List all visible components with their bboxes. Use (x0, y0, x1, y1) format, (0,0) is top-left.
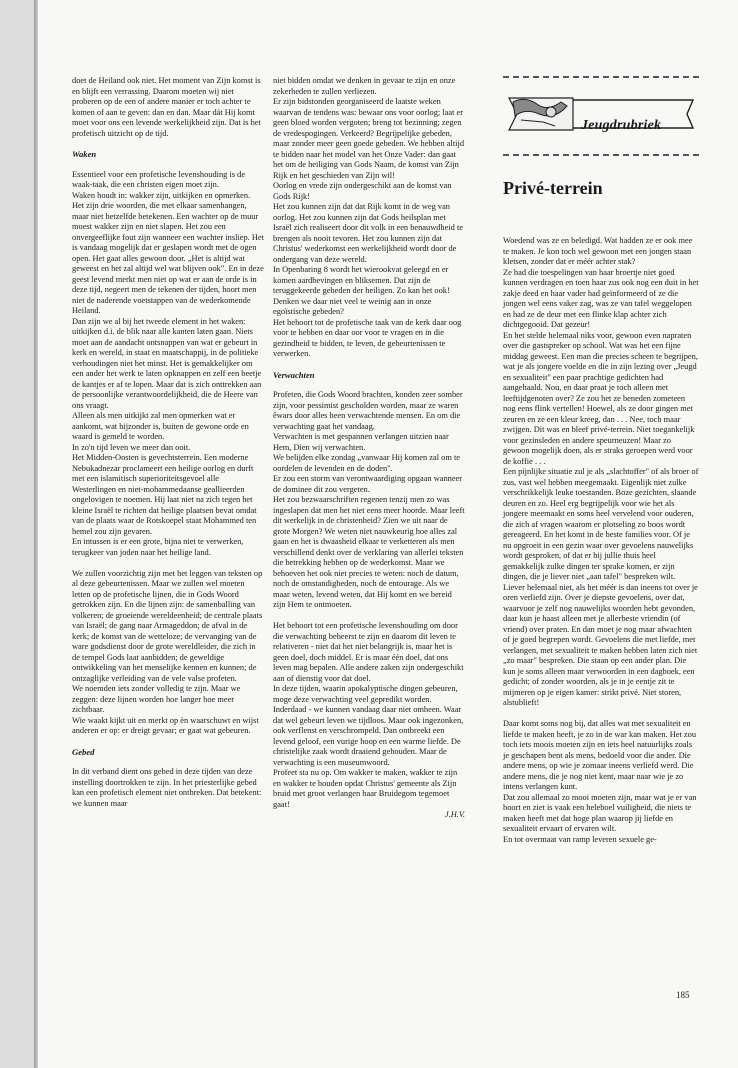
paragraph: Profeet sta nu op. Om wakker te maken, wakker te zijn en wakker te houden opdat Christus' gemeente als Zijn bruid met groot verlangen haar Bruidegom tegemoet gaat! (273, 768, 458, 809)
paragraph: Ze had die toespelingen van haar broertje niet goed kunnen verdragen en toen haar zus ook nog een duit in het zakje deed en haar vader had geïnformeerd of ze die jongen wel eens vaker zag, was ze van tafel weggelopen en had ze de deur met een flinke klap achter zich dichtgegooid. Dat gezeur! (503, 267, 699, 329)
paragraph: Het zou bezwaarschriften regenen tenzij men zo was ingeslapen dat men het niet eens meer hoorde. Maar leeft dit werkelijk in de christenheid? Zien we uit naar de grote Morgen? We weten niet nauwkeurig hoe alles zal gaan en het is dwaasheid elkaar te verketteren als men verschillend denkt over de verklaring van allerlei teksten die betrekking hebben op de wederkomst. Maar we behoeven het ook niet precies te weten: noch de datum, noch de omstandigheden, noch de entourage. Als we maar weten, levend weten, dat Hij komt en we bereid zijn Hem te ontmoeten. (273, 495, 465, 609)
paragraph: Waken houdt in: wakker zijn, uitkijken en opmerken. Het zijn drie woorden, die met elkaar samenhangen, maar niet hetzelfde betekenen. Een wachter op de muur moest wakker zijn en niet slapen. Het zou een onvergeeflijke fout zijn wanneer een wachter insliep. Het is vandaag mogelijk dat er geslapen wordt met de ogen open. Het gaat alles gewoon door. „Het is altijd wat geweest en het zal altijd wel wat blijven ook". En in deze geest levend merkt men niet op wat er aan de orde is in deze tijd, negeert men de tekenen der tijden, hoort men niet de naderende voetstappen van de wederkomende Heiland. (72, 190, 264, 315)
paragraph: In Openbaring 8 wordt het wierookvat geleegd en er komen aardbevingen en bliksemen. Dat zijn de teruggekeerde gebeden der heiligen. Zo kan het ook! Denken we daar niet veel te weinig aan in onze egoïstische gebeden? (273, 265, 450, 316)
paragraph: Verwachten is met gespannen verlangen uitzien naar Hem, Dien wij verwachten. (273, 432, 449, 452)
paragraph: In deze tijden, waarin apokalyptische dingen gebeuren, moge deze verwachting veel gepredikt worden. Inderdaad - we kunnen vandaag daar niet omheen. Waar dat wel gebeurt leven we tijdloos. Maar ook ingezonken, ook verflenst en verschrompeld. Dan ontbreekt een levend geloof, een vurige hoop en een warme liefde. De christelijke zaak wordt draaiend gehouden. Maar de verwachting is een museumwoord. (273, 684, 464, 767)
column-2 (273, 76, 465, 821)
jeugdrubriek-header (503, 76, 699, 156)
paragraph: Er zijn bidstonden georganiseerd de laatste weken waarvan de tendens was: bewaar ons voor oorlog; laat er geen bloed worden vergoten; breng tot bezinning; zegen de vredespogingen. Verkeerd? Begrijpelijke gebeden, maar zonder meer geen goede gebeden. We hebben altijd te bidden naar het model van het Onze Vader: dan gaat het om de heiliging van Gods Naam, de komst van Zijn Rijk en het geschieden van Zijn wil! (273, 97, 465, 180)
paragraph: We belijden elke zondag „vanwaar Hij komen zal om te oordelen de levenden en de doden". (273, 453, 460, 473)
paragraph: Dan zijn we al bij het tweede element in het waken: uitkijken d.i. de blik naar alle kanten laten gaan. Niets moet aan de aandacht ontsnappen van wat er gebeurt in kerk en wereld, in staat en maatschappij, in de politieke verhoudingen niet het minst. Het is gemakkelijker om een ander het werk te laten opknappen en zelf een beetje de kantjes er af te lopen. Maar dat is zich onttrekken aan de persoonlijke verantwoordelijkheid, die de Heere van ons vraagt. (72, 316, 262, 410)
paragraph: En tot overmaat van ramp leveren sexuele ge- (503, 834, 657, 844)
paragraph: Dat zou allemaal zo mooi moeten zijn, maar wat je er van hoort en ziet is vaak een heleboel vuiligheid, die niets te maken heeft met dat hoge plan waarop jij liefde en sexualiteit ervaart of ervaren wilt. (503, 792, 697, 833)
article-title: Privé-terrein (503, 178, 603, 198)
dashed-rule-bottom (503, 154, 699, 156)
section-heading-waken: Waken (72, 149, 97, 159)
paragraph: Daar komt soms nog bij, dat alles wat met sexualiteit en liefde te maken heeft, je zo in de war kan maken. Het zou toch iets moois moeten zijn en iets heel natuurlijks zoals je geschapen bent als mens, bedoeld voor die ander. Die andere mens, op wie je zomaar ineens verliefd werd. Die andere mens, die je nog niet kent, maar naar wie je zo intens verlangen kunt. (503, 719, 697, 791)
paragraph: In dit verband dient ons gebed in deze tijden van deze instelling doortrokken te zijn. In het priesterlijke gebed kan een profetisch element niet ontbreken. Dat betekent: we kunnen maar (72, 767, 262, 808)
column-1 (72, 76, 264, 809)
paragraph: Woedend was ze en beledigd. Wat hadden ze er ook mee te maken. Je kon toch wel gewoon met een jongen staan kletsen, zonder dat er méér achter stak? (503, 236, 693, 266)
section-heading-verwachten: Verwachten (273, 369, 315, 380)
author-signature: J.H.V. (444, 810, 465, 819)
dashed-rule-top (503, 76, 699, 78)
paragraph: Het behoort tot de profetische taak van de kerk daar oog voor te hebben en daar oor voor te vragen en in die gezindheid te bidden, te leven, de gebeurtenissen te verwerken. (273, 317, 462, 358)
paragraph: Essentieel voor een profetische levenshouding is de waak-taak, die een christen eigen moet zijn. (72, 169, 246, 189)
paragraph: doet de Heiland ook niet. Het moment van Zijn komst is en blijft een verrassing. Daarom moeten wij niet proberen op de een of andere manier er toch achter te komen of aan te geven: dan en dan. Maar dát Hij komt moet voor ons een levende werkelijkheid zijn. Dat is het profetisch uitzicht op de tijd. (72, 76, 261, 138)
paragraph: Het Midden-Oosten is gevechtsterrein. Een moderne Nebukadnezar proclameert een heilige oorlog en durft met een islamitisch superioriteitsgevoel alle Westerlingen en niet-mohammedaanse geallieerden ongelovigen te noemen. Hij laat niet na zich tegen het kleine Israël te richten dat heilige plaatsen bevat omdat van de plaats waar de Rotskoepel staat Mohammed ten hemel zou zijn gevaren. (72, 453, 257, 536)
paragraph: niet bidden omdat we denken in gevaar te zijn en onze zekerheden te zullen verliezen. (273, 76, 456, 96)
paragraph: Alleen als men uitkijkt zal men opmerken wat er aankomt, wat bijzonder is, buiten de gewone orde en waard is gemeld te worden. (72, 411, 249, 441)
paragraph: In zo'n tijd leven we meer dan ooit. (72, 442, 191, 452)
paragraph: Oorlog en vrede zijn ondergeschikt aan de komst van Gods Rijk! (273, 181, 452, 201)
paragraph: Het zou kunnen zijn dat dat Rijk komt in de weg van oorlog. Het zou kunnen zijn dat Gods heilsplan met Israël zich realiseert door dit volk in een benauwdheid te brengen als nooit tevoren. Het zou kunnen zijn dat Christus' wederkomst een werkelijkheid wordt door de ondergang van deze wereld. (273, 202, 463, 264)
paragraph: Profeten, die Gods Woord brachten, konden zeer somber zijn, voor pessimist gescholden worden, maar ze waren êwars door alles heen verwachtende mensen. En om die verwachting gaat het vandaag. (273, 390, 463, 431)
section-heading-gebed: Gebed (72, 746, 95, 757)
paragraph: Het behoort tot een profetische levenshouding om door die verwachting beheerst te zijn en daarom dit leven te relativeren - niet dat het niet belangrijk is, maar het is geen doel, doch middel. Er is maar één doel, dat ons leven mag bepalen. Alle andere zaken zijn ondergeschikt aan of dienstig voor dat doel. (273, 621, 464, 683)
paragraph: En het stelde helemaal niks voor, gewoon even napraten over die gastspreker op school. Wat was het een fijne middag geweest. Een man die precies scheen te begrijpen, wat je als jongere voelde en die in zijn lezing over „Jeugd en sexualiteit" een paar prachtige gedichten had aangehaald. Nou, en daar praat je toch alleen met leeftijdgenoten over? Ze zou het ze beneden zometeen nog eens flink vertellen! Hoewel, als ze door gingen met zeuren en ze een kleur kreeg, dan . . . Nee, toch maar zwijgen. Dit was en bleef privé-terrein. Niet toegankelijk voor gezinsleden en andere speurneuzen! Maar zo gewoon mogelijk doen, als er straks geroepen werd voor de koffie . . . (503, 330, 698, 466)
rubric-title: Jeugdrubriek (581, 118, 662, 133)
page-number: 185 (676, 990, 690, 1000)
ribbon-banner (503, 90, 699, 138)
paragraph: We zullen voorzichtig zijn met het leggen van teksten op al deze gebeurtenissen. Maar we zullen wel moeten letten op de profetische lijnen, die in Gods Woord getrokken zijn. En die lijnen zijn: de samenballing van volkeren; de groeiende wereldeenheid; de centrale plaats van Israël; de gang naar Armageddon; de afval in de kerk; de komst van de wetteloze; de vervanging van de ware godsdienst door de grote wereldleider, die zich in de tempel Gods laat aanbidden; de geweldige ontwikkeling van het menselijke kennen en kunnen; de ontzaglijke verleiding van de vele valse profeten. (72, 568, 263, 683)
paragraph: Wie waakt kijkt uit en merkt op èn waarschuwt en wijst anderen er op: er dreigt gevaar; er gaat wat gebeuren. (72, 715, 259, 735)
paragraph: Er zou een storm van verontwaardiging opgaan wanneer de dominee dit zou vergeten. (273, 474, 463, 494)
column-3 (503, 236, 699, 845)
paragraph: Een pijnlijke situatie zul je als „slachtoffer" of als broer of zus, vast wel hebben meegemaakt. Eigenlijk niet zulke verschrikkelijk leuke toestanden. Boze gezichten, slaande deuren en zo. Heel erg begrijpelijk voor wie het als jongere meemaakt en soms heel vervelend voor ouderen, die zich af vragen waarom er plotseling zo boos wordt gereageerd. En het komt in de beste families voor. Of je nu opgroeit in een gezin waar over gevoelens nauwelijks wordt gesproken, of dat er bij jullie thuis heel gemakkelijk zulke dingen ter sprake komen, er zijn dingen, die je liever niet „aan tafel" bespreken wilt. Liever helemaal niet, als het méér is dan ineens tot over je oren verliefd zijn. Over je diepste gevoelens, over dat, waarvoor je zelf nog nauwelijks woorden hebt gevonden, daar kun je haast alleen met je allerbeste vriendin (of vriend) over praten. En dan moet je nog maar afwachten of je goed begrepen wordt. Gevoelens die met liefde, met verlangen, met sexualiteit te maken hebben laten zich niet „zo maar" bespreken. Die staan op een ander plan. Die kun je soms alleen maar verwoorden in een dagboek, een gedicht; of zonder woorden, als je in je eentje zit te mijmeren op je eigen kamer: strikt privé. Niet storen, alstublieft! (503, 467, 699, 707)
paragraph: En intussen is er een grote, bijna niet te verwerken, terugkeer van joden naar het heilige land. (72, 537, 244, 557)
paragraph: We noemden iets zonder volledig te zijn. Maar we zeggen: deze lijnen worden hoe langer hoe meer zichtbaar. (72, 684, 241, 714)
